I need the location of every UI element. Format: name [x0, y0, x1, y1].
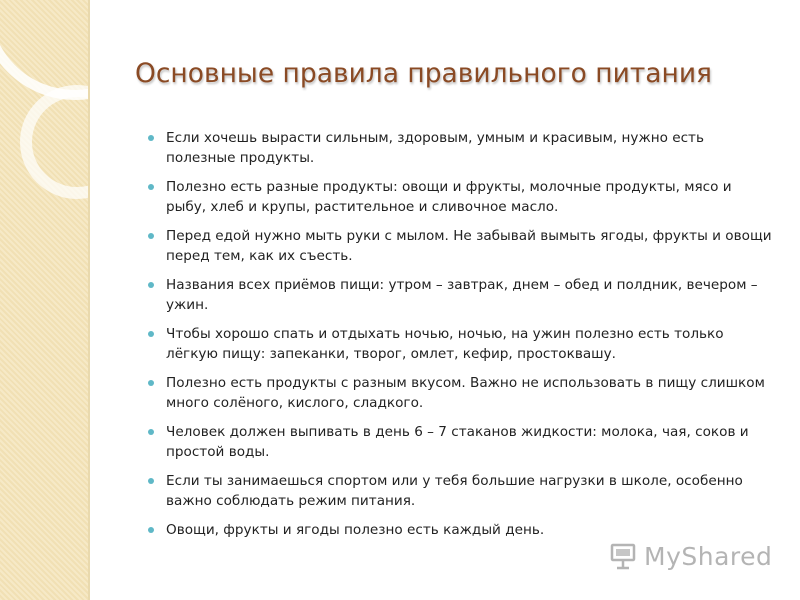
decorative-sidebar: [0, 0, 90, 600]
rule-item: [148, 275, 773, 315]
bullet-icon: [148, 184, 154, 190]
rule-text: Названия всех приёмов пищи: утром – завтрак, днем – обед и полдник, вечером – ужин.: [166, 277, 758, 313]
rule-item: [148, 422, 773, 462]
rule-item: [148, 324, 773, 364]
bullet-icon: [148, 527, 154, 533]
rule-text: Если хочешь вырасти сильным, здоровым, умным и красивым, нужно есть полезные продукты.: [166, 130, 704, 166]
presentation-board-icon: [608, 541, 638, 571]
bullet-icon: [148, 478, 154, 484]
decorative-circle: [20, 85, 90, 199]
bullet-icon: [148, 380, 154, 386]
rule-item: [148, 471, 773, 511]
rule-item: [148, 226, 773, 266]
rule-item: [148, 177, 773, 217]
bullet-icon: [148, 429, 154, 435]
rule-item: [148, 128, 773, 168]
bullet-icon: [148, 233, 154, 239]
bullet-icon: [148, 282, 154, 288]
bullet-icon: [148, 331, 154, 337]
watermark-logo: [608, 538, 772, 574]
rule-text: Полезно есть продукты с разным вкусом. Важно не использовать в пищу слишком много солёного, кислого, сладкого.: [166, 375, 765, 411]
slide-title: Основные правила правильного питания: [135, 58, 712, 89]
sidebar-edge: [88, 0, 90, 600]
rule-text: Если ты занимаешься спортом или у тебя большие нагрузки в школе, особенно важно соблюдать режим питания.: [166, 473, 743, 509]
rule-text: Человек должен выпивать в день 6 – 7 стаканов жидкости: молока, чая, соков и простой воды.: [166, 424, 749, 460]
watermark-brand: MyShared: [644, 541, 773, 571]
rule-text: Полезно есть разные продукты: овощи и фрукты, молочные продукты, мясо и рыбу, хлеб и крупы, растительное и сливочное масло.: [166, 179, 732, 215]
rules-list: [148, 128, 773, 549]
rule-text: Перед едой нужно мыть руки с мылом. Не забывай вымыть ягоды, фрукты и овощи перед тем, как их съесть.: [166, 228, 772, 264]
rule-text: Чтобы хорошо спать и отдыхать ночью, ночью, на ужин полезно есть только лёгкую пищу: запеканки, творог, омлет, кефир, простоквашу.: [166, 326, 724, 362]
rule-text: Овощи, фрукты и ягоды полезно есть каждый день.: [166, 522, 545, 538]
rule-item: [148, 520, 773, 540]
rule-item: [148, 373, 773, 413]
bullet-icon: [148, 135, 154, 141]
